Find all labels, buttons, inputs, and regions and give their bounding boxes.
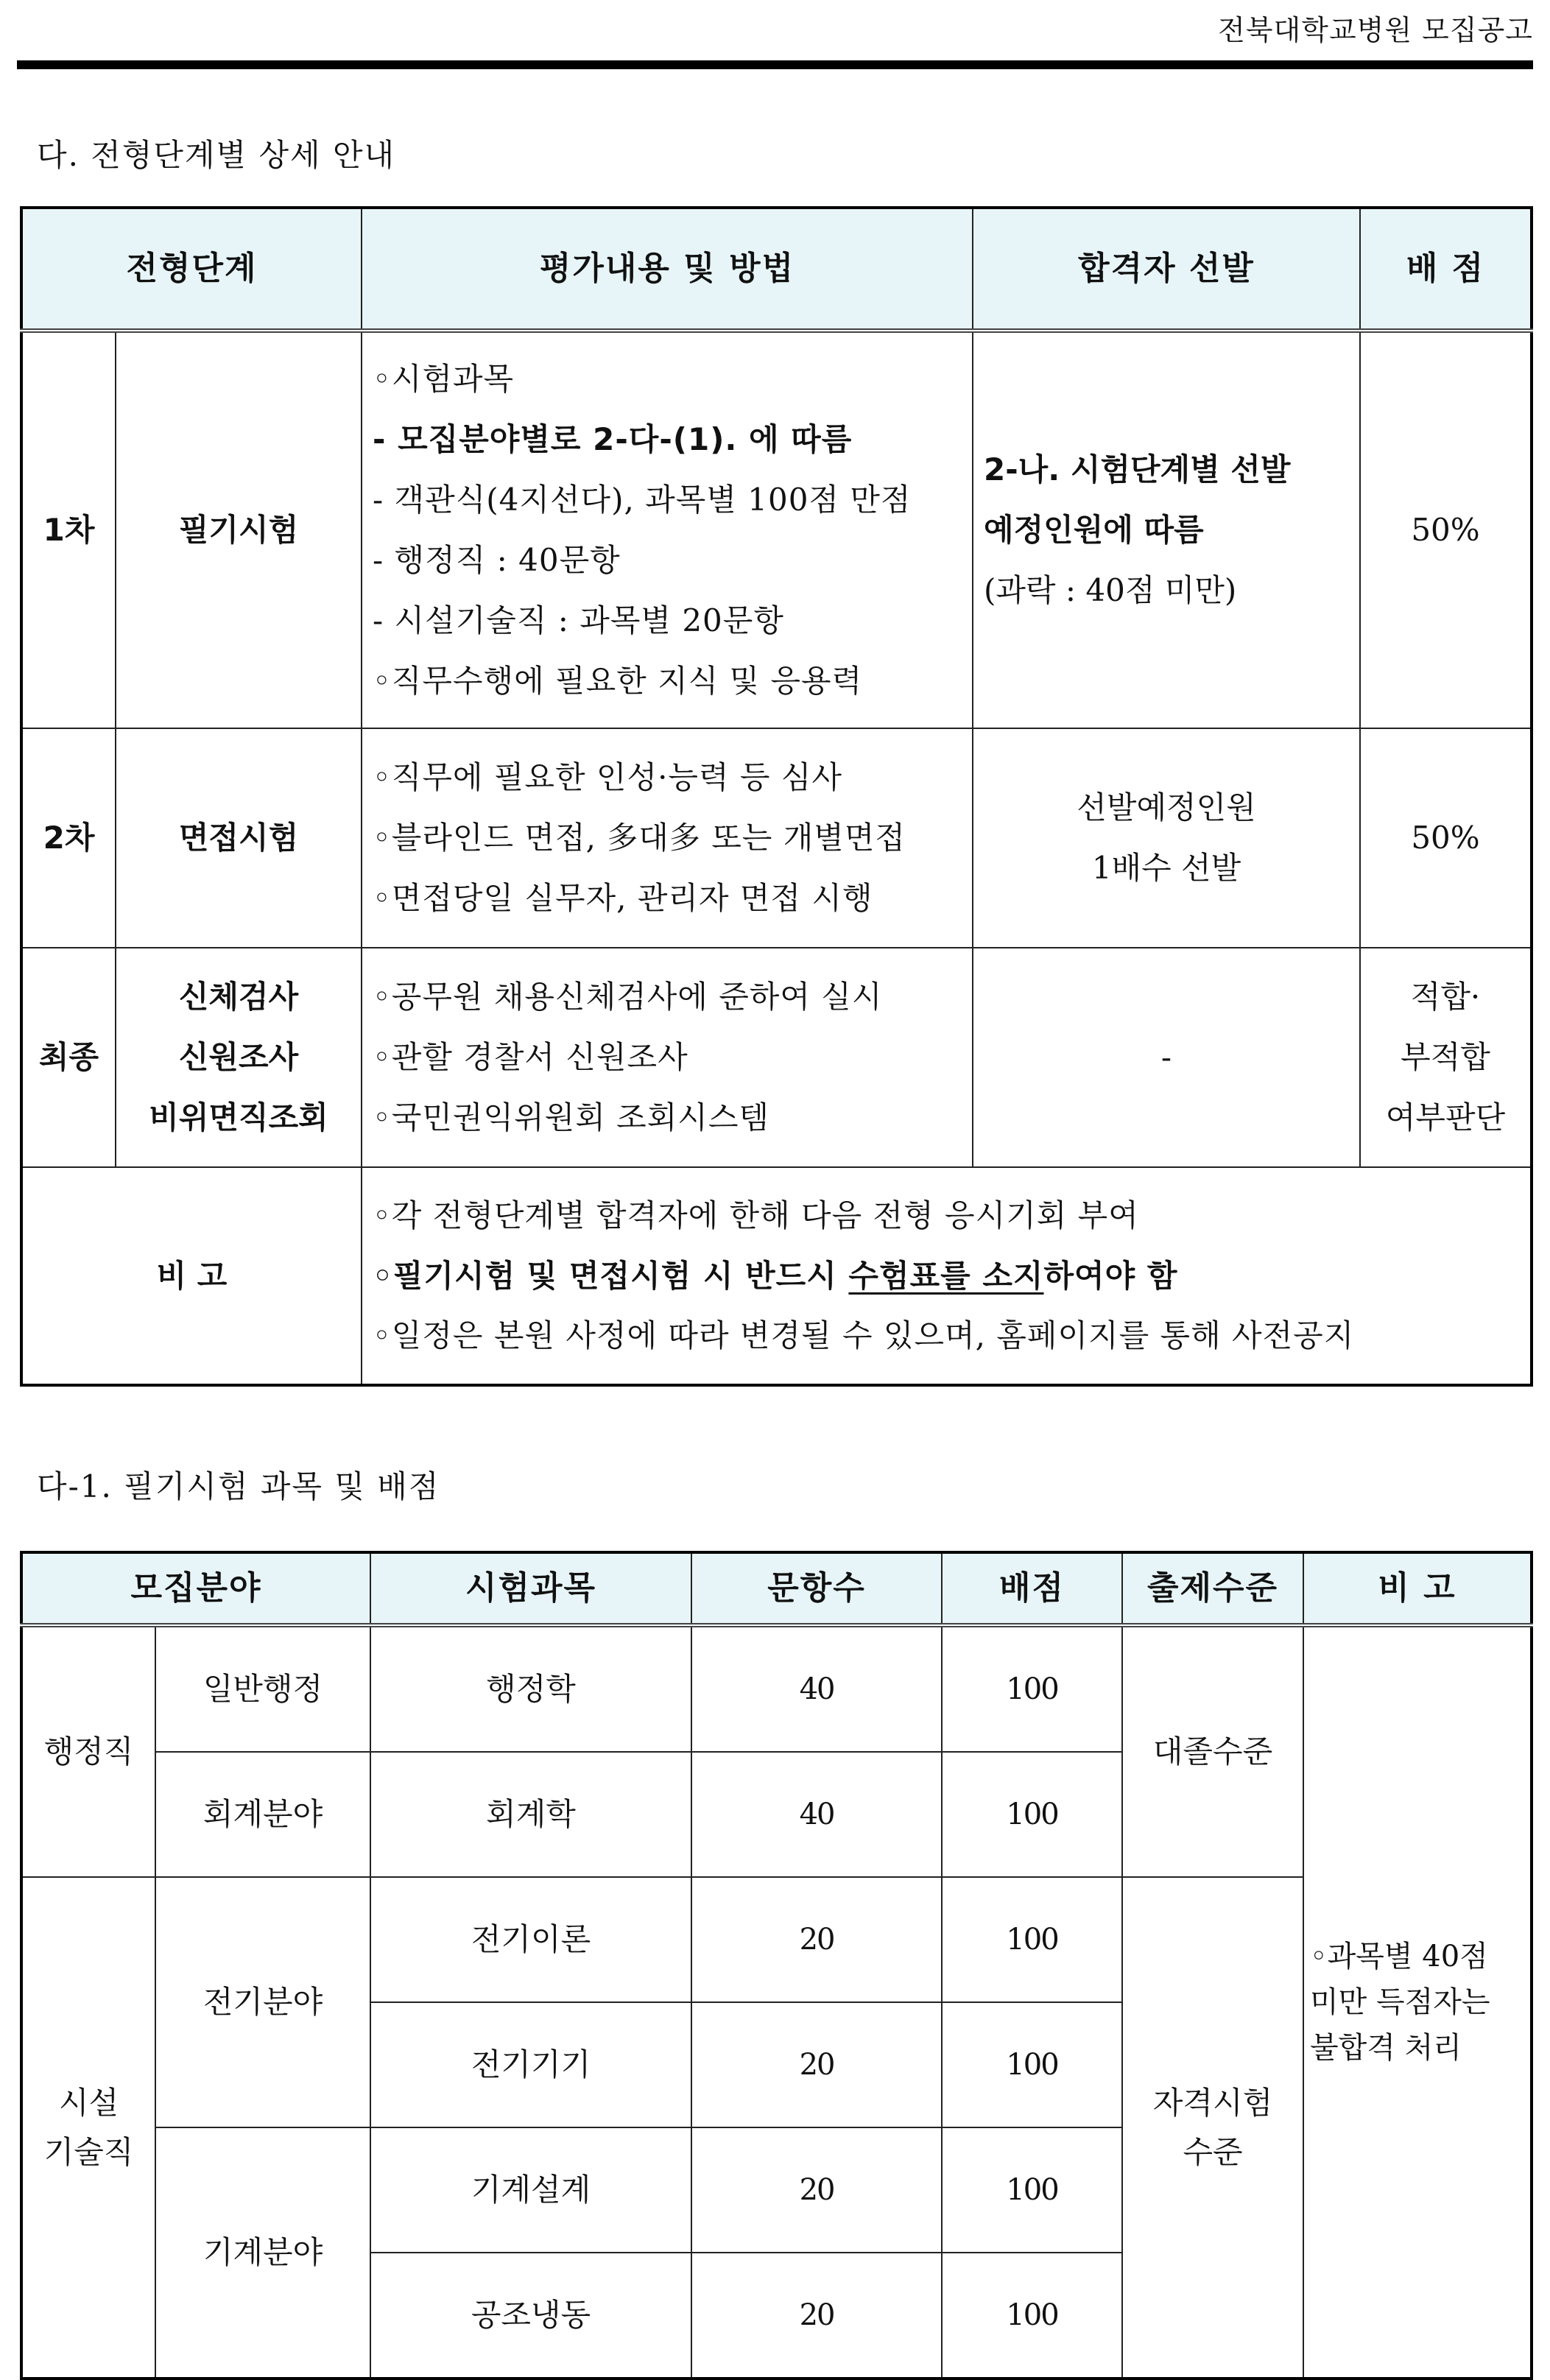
stage2-name: 면접시험 — [116, 728, 362, 948]
stage1-methods — [362, 331, 973, 728]
stage3-score-line: 부적합 — [1401, 1039, 1490, 1076]
header-selection: 합격자 선발 — [973, 208, 1360, 331]
subject-cell: 회계학 — [370, 1752, 691, 1877]
written-exam-table — [20, 1551, 1533, 2380]
remarks-label: 비 고 — [21, 1167, 362, 1385]
stage3-method-line: ◦관할 경찰서 신원조사 — [373, 1039, 688, 1076]
stage2-method-line: ◦블라인드 면접, 多대多 또는 개별면접 — [373, 820, 906, 856]
table-header-row — [21, 1552, 1532, 1625]
header-score: 배점 — [942, 1552, 1122, 1625]
field-cell: 회계분야 — [155, 1752, 370, 1877]
stage3-step: 최종 — [21, 948, 116, 1167]
stage1-method-line: - 객관식(4지선다), 과목별 100점 만점 — [373, 482, 912, 518]
selection-stages-table — [20, 206, 1533, 1387]
facility-level-line: 수준 — [1183, 2134, 1243, 2170]
facility-level — [1122, 1877, 1303, 2379]
score-cell: 100 — [942, 2127, 1122, 2253]
table-row-remarks — [21, 1167, 1532, 1385]
stage1-selection-line: (과락 : 40점 미만) — [984, 571, 1237, 608]
stage3-methods — [362, 948, 973, 1167]
field-cell: 일반행정 — [155, 1625, 370, 1752]
stage1-selection-line: 2-나. 시험단계별 선발 — [984, 451, 1291, 488]
header-remarks: 비 고 — [1303, 1552, 1532, 1625]
stage3-method-line: ◦공무원 채용신체검사에 준하여 실시 — [373, 979, 883, 1015]
stage1-step: 1차 — [21, 331, 116, 728]
stage1-score: 50% — [1360, 331, 1532, 728]
stage3-method-line: ◦국민권익위원회 조회시스템 — [373, 1099, 770, 1136]
stage2-score: 50% — [1360, 728, 1532, 948]
stage2-methods — [362, 728, 973, 948]
count-cell: 20 — [691, 2002, 942, 2127]
score-cell: 100 — [942, 1625, 1122, 1752]
header-score: 배 점 — [1360, 208, 1532, 331]
facility-level-line: 자격시험 — [1152, 2084, 1273, 2121]
facility-group-line: 기술직 — [43, 2134, 134, 2170]
count-cell: 20 — [691, 2127, 942, 2253]
stage2-method-line: ◦직무에 필요한 인성·능력 등 심사 — [373, 759, 842, 796]
stage2-step: 2차 — [21, 728, 116, 948]
header-field: 모집분야 — [21, 1552, 370, 1625]
table-row-stage3 — [21, 948, 1532, 1167]
section-title-selection-stages: 다. 전형단계별 상세 안내 — [37, 137, 396, 173]
count-cell: 20 — [691, 1877, 942, 2002]
note-line: 미만 득점자는 — [1310, 1985, 1490, 2019]
stage1-method-line: ◦직무수행에 필요한 지식 및 응용력 — [373, 662, 863, 699]
score-cell: 100 — [942, 2002, 1122, 2127]
header-method: 평가내용 및 방법 — [362, 208, 973, 331]
count-cell: 40 — [691, 1752, 942, 1877]
header-level: 출제수준 — [1122, 1552, 1303, 1625]
stage3-name-line: 비위면직조회 — [149, 1099, 328, 1136]
table-row-stage1 — [21, 331, 1532, 728]
stage3-score — [1360, 948, 1532, 1167]
facility-group-line: 시설 — [58, 2084, 119, 2121]
facility-group — [21, 1877, 155, 2379]
header-subject: 시험과목 — [370, 1552, 691, 1625]
header-count: 문항수 — [691, 1552, 942, 1625]
remarks-line — [373, 1246, 1530, 1306]
stage1-method-line: - 행정직 : 40문항 — [373, 542, 621, 578]
stage3-selection: - — [973, 948, 1360, 1167]
section-title-written-exam: 다-1. 필기시험 과목 및 배점 — [37, 1468, 440, 1504]
stage2-method-line: ◦면접당일 실무자, 관리자 면접 시행 — [373, 879, 873, 916]
note-line: ◦과목별 40점 — [1310, 1940, 1488, 1974]
exam-note — [1303, 1625, 1532, 2379]
stage2-selection-line: 1배수 선발 — [1091, 850, 1241, 886]
stage1-method-line: - 시설기술직 : 과목별 20문항 — [373, 602, 784, 638]
remarks-line2-part: 하여야 함 — [1043, 1257, 1178, 1294]
subject-cell: 행정학 — [370, 1625, 691, 1752]
stage1-method-line: ◦시험과목 — [373, 361, 515, 398]
remarks-line: ◦일정은 본원 사정에 따라 변경될 수 있으며, 홈페이지를 통해 사전공지 — [373, 1317, 1355, 1354]
stage3-score-line: 적합· — [1410, 979, 1481, 1015]
remarks-line2-part: ◦필기시험 및 면접시험 시 반드시 — [373, 1257, 849, 1294]
count-cell: 20 — [691, 2253, 942, 2379]
stage2-selection-line: 선발예정인원 — [1077, 789, 1256, 826]
score-cell: 100 — [942, 1752, 1122, 1877]
stage3-name-line: 신체검사 — [178, 979, 299, 1015]
remarks-content — [362, 1167, 1532, 1385]
note-line: 불합격 처리 — [1310, 2031, 1462, 2065]
subject-cell: 전기기기 — [370, 2002, 691, 2127]
subject-cell: 공조냉동 — [370, 2253, 691, 2379]
stage1-selection — [973, 331, 1360, 728]
document-header: 전북대학교병원 모집공고 — [1218, 14, 1533, 46]
table-row — [21, 1625, 1532, 1752]
electric-field: 전기분야 — [155, 1877, 370, 2127]
stage1-method-line: - 모집분야별로 2-다-(1). 에 따름 — [373, 421, 853, 458]
header-stage: 전형단계 — [21, 208, 362, 331]
stage3-names — [116, 948, 362, 1167]
count-cell: 40 — [691, 1625, 942, 1752]
stage1-selection-line: 예정인원에 따름 — [984, 512, 1204, 549]
remarks-line2-underlined: 수험표를 소지 — [848, 1257, 1044, 1294]
mechanic-field: 기계분야 — [155, 2127, 370, 2379]
admin-level: 대졸수준 — [1122, 1625, 1303, 1877]
stage3-name-line: 신원조사 — [178, 1039, 299, 1076]
stage1-name: 필기시험 — [116, 331, 362, 728]
subject-cell: 기계설계 — [370, 2127, 691, 2253]
stage3-score-line: 여부판단 — [1385, 1099, 1506, 1136]
table-row-stage2 — [21, 728, 1532, 948]
score-cell: 100 — [942, 1877, 1122, 2002]
admin-group: 행정직 — [21, 1625, 155, 1877]
subject-cell: 전기이론 — [370, 1877, 691, 2002]
header-divider — [17, 60, 1533, 69]
remarks-line: ◦각 전형단계별 합격자에 한해 다음 전형 응시기회 부여 — [373, 1197, 1139, 1233]
table-header-row — [21, 208, 1532, 331]
score-cell: 100 — [942, 2253, 1122, 2379]
stage2-selection — [973, 728, 1360, 948]
